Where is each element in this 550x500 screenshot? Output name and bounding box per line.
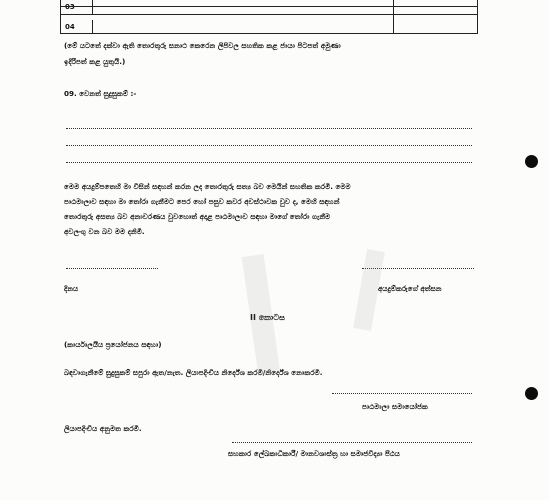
date-label: දිනය: [64, 284, 79, 293]
declaration-line: පාඨමාලාව සඳහා මා තෝරා ගැනීමට පෙර හෝ පසුව කවර අවස්ථාවක වුව ද, මෙහි සඳහන්: [64, 197, 340, 206]
coordinator-label: පාඨමාලා සමායෝජක: [362, 402, 428, 411]
punch-hole: [525, 155, 538, 168]
eligibility-statement: බඳවාගැනීමේ සුදුසුකම් සපුරා ඇත/නැත. ලියාපදිංචිය නිර්දේශ කරමි/නිර්දේශ නොකරමි.: [64, 368, 323, 377]
table-row-number: 04: [61, 20, 93, 34]
attachment-note: (මේ යටතේ දක්වා ඇති තොරතුරු සනාථ කෙරෙන ලිපිවල සහතික කළ ජායා පිටපත් අමුණා: [64, 41, 341, 50]
office-use-note: (කාර්යාලයීය ප්‍රයෝජනය සඳහා): [64, 340, 162, 349]
table-row-top-border: [61, 0, 477, 7]
date-line: [66, 268, 158, 269]
registration-approval: ලියාපදිංචිය අනුමත කරමි.: [64, 424, 142, 433]
other-qualifications-line: [66, 145, 472, 146]
coordinator-signature-line: [332, 393, 472, 394]
part-2-title: II කොටස: [250, 313, 285, 322]
other-qualifications-heading: 09. වෙනත් සුදුසුකම් :-: [64, 89, 137, 98]
attachment-note-continued: ඉදිරිපත් කළ යුතුයි.): [64, 57, 126, 66]
dean-signature-line: [232, 442, 472, 443]
table-row: [61, 20, 477, 34]
qualifications-table: [60, 0, 478, 34]
other-qualifications-line: [66, 162, 472, 163]
table-row-number: 03: [61, 0, 93, 14]
dean-label: සහකාර ලේඛකාධිකාරී/ මානවශාස්ත්‍ර හා සමාජවිද්‍යා පීඨය: [228, 449, 400, 458]
declaration-line: තොරතුරු අසත්‍ය බව අනාවරණය වුවහොත් අදාළ පාඨමාලාව සඳහා මාගේ තෝරා ගැනීම: [64, 212, 331, 221]
signature-label: අයදුම්කරුගේ අත්සන: [378, 284, 442, 293]
punch-hole: [525, 387, 538, 400]
declaration-line: මෙම අයදුම්පතෙහි මා විසින් සඳහන් කරන ලද තොරතුරු සත්‍ය බව මෙයින් සහතික කරමි. මෙම: [64, 182, 351, 191]
declaration-line: අවලංගු වන බව මම දනිමි.: [64, 227, 145, 236]
other-qualifications-line: [66, 128, 472, 129]
